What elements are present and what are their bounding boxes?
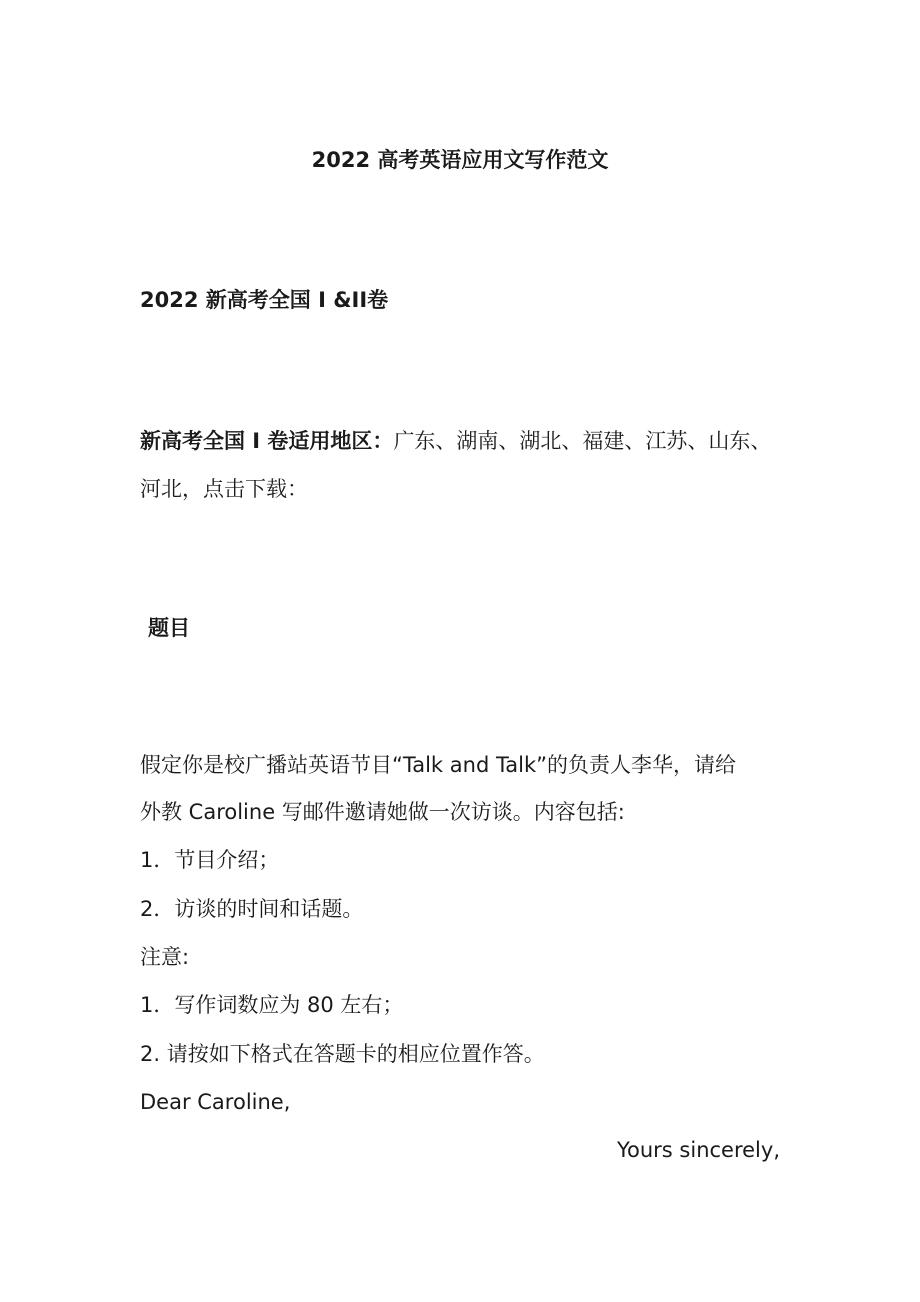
content-item-2: 2．访谈的时间和话题。 xyxy=(140,897,364,921)
prompt-line-1: 假定你是校广播站英语节目“Talk and Talk”的负责人李华，请给 xyxy=(140,753,737,777)
note-label: 注意: xyxy=(140,945,190,969)
region-list: 广东、湖南、湖北、福建、江苏、山东、 xyxy=(393,429,772,453)
region-label: 新高考全国 I 卷适用地区： xyxy=(140,429,394,453)
region-list-continued: 河北，点击下载： xyxy=(140,477,308,501)
section-heading: 2022 新高考全国 I &II卷 xyxy=(140,288,389,312)
question-heading: 题目 xyxy=(148,616,190,640)
content-item-1: 1．节目介绍； xyxy=(140,848,280,872)
letter-greeting: Dear Caroline, xyxy=(140,1090,291,1114)
note-item-2: 2. 请按如下格式在答题卡的相应位置作答。 xyxy=(140,1042,545,1066)
letter-closing: Yours sincerely, xyxy=(616,1138,780,1162)
region-paragraph xyxy=(140,427,771,455)
document-title: 2022 高考英语应用文写作范文 xyxy=(311,148,609,172)
prompt-line-2: 外教 Caroline 写邮件邀请她做一次访谈。内容包括: xyxy=(140,800,625,824)
note-item-1: 1．写作词数应为 80 左右； xyxy=(140,993,404,1017)
